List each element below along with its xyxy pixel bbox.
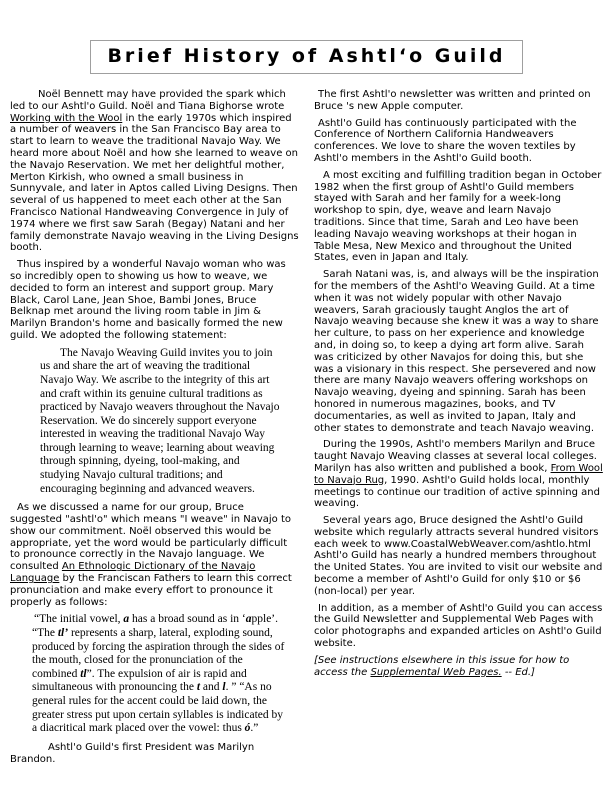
text-run: represents a sharp, lateral, exploding sound, produced by forcing the aspiration through the sides of the mouth, closed for the pronunciation of the combined — [32, 627, 285, 680]
text-run: , 1990. Ashtl'o Guild holds local, monthly meetings to continue our tradition of active spinning and weaving. — [314, 474, 600, 510]
text-run: Noël Bennett may have provided the spark which led to our Ashtl'o Guild. Noël and Tiana Bighorse wrote — [10, 89, 286, 112]
text-run: Sarah Natani was, is, and always will be the inspiration for the members of the Ashtl'o Weaving Guild. At a time when it was not widely popular with other Navajo weavers, Sarah graciously taught Anglos the art of Navajo weaving because she knew it was a way to share her culture, to pass on her experience and knowledge and, in doing so, to keep a dying art form alive. Sarah was criticized by other Navajos for doing this, but she was a visionary in this respect. She persevered and now there are many Navajo weavers offering workshops on Navajo weaving, dyeing and spinning. Sarah has been honored in numerous magazines, books, and TV documentaries, as well as invited to Japan, Italy and other states to demonstrate and teach Navajo weaving. — [314, 269, 599, 434]
text-run: Ashtl'o Guild's first President was Marilyn Brandon. — [10, 741, 255, 765]
text-run: Working with the Wool — [10, 112, 123, 124]
page-title: Brief History of Ashtl‘o Guild — [90, 40, 522, 74]
text-run: a — [245, 613, 252, 626]
text-run: . ” “As no general rules for the accent could be laid down, the greater stress put upon certain syllables is indicated by a diacritical mark placed over the vowel: thus — [32, 681, 284, 735]
text-run: [See instructions elsewhere in this issue for how to access the — [314, 654, 570, 678]
blockquote-pronunciation — [32, 613, 287, 735]
paragraph-workshop-tradition — [314, 170, 603, 264]
text-run: From Wool to Navajo Rug — [314, 462, 603, 486]
text-run: l — [222, 681, 226, 694]
text-run: ó — [244, 722, 251, 735]
paragraph-conference-participation — [314, 118, 603, 165]
text-run: and — [200, 681, 223, 694]
text-run: by the Franciscan Fathers to learn this correct pronunciation and make every effort to pronounce it properly as follows: — [10, 573, 292, 608]
blockquote-guild-statement — [40, 347, 281, 497]
text-run: The Navajo Weaving Guild invites you to join us and share the art of weaving the traditional Navajo Way. We ascribe to the integrity of this art and craft within its genuine cultural traditions as practiced by Navajo weavers throughout the Navajo Reservation. We do sincerely support everyone interested in weaving the traditional Navajo Way through learning to weave; learning about weaving through spinning, dyeing, tool-making, and studying Navajo cultural traditions; and encouraging beginning and advanced weavers. — [40, 346, 280, 495]
paragraph-group-formation — [10, 259, 299, 342]
left-column — [10, 89, 299, 770]
text-run: Ashtl'o Guild has continuously participated with the Conference of Northern California Handweavers conferences. We love to share the woven textiles by Ashtl'o members in the Ashtl'o Guild booth. — [314, 117, 577, 164]
paragraph-first-newsletter — [314, 89, 603, 113]
paragraph-sarah-natani — [314, 269, 603, 434]
text-run: pple’. “The — [32, 613, 279, 640]
text-run: .” — [250, 722, 259, 735]
text-run: t — [196, 681, 201, 694]
text-run: In addition, as a member of Ashtl'o Guild you can access the Guild Newsletter and Supplemental Web Pages with color photographs and expanded articles on Ashtl'o Guild website. — [314, 602, 603, 650]
text-run: Supplemental Web Pages. — [370, 666, 502, 678]
text-run: Thus inspired by a wonderful Navajo woman who was so incredibly open to showing us how to weave, we decided to form an interest and support group. Mary Black, Carol Lane, Jean Shoe, Bambi Jones, Bruce Belknap met around the living room table in Jim & Marilyn Brandon's home and basically formed the new guild. We adopted the following statement: — [10, 259, 286, 341]
text-run: As we discussed a name for our group, Bruce suggested "ashtl'o" which means "I weave" in Navajo to show our commitment. Noël observed this would be appropriate, yet the word would be particularly difficult to pronounce correctly in the Navajo language. We consulted — [10, 502, 291, 573]
paragraph-editor-note — [314, 655, 603, 679]
paragraph-guild-name — [10, 502, 299, 608]
right-column — [314, 89, 603, 770]
text-run: During the 1990s, Ashtl'o members Marilyn and Bruce taught Navajo Weaving classes at several local colleges. Marilyn has also written and published a book, — [314, 439, 597, 474]
text-run: “The initial vowel, — [34, 613, 124, 626]
paragraph-first-president — [10, 742, 299, 766]
two-column-layout — [10, 89, 603, 770]
paragraph-website-membership — [314, 515, 603, 598]
text-run: A most exciting and fulfilling tradition began in October 1982 when the first group of Ashtl'o Guild members stayed with Sarah and her family for a week-long workshop to spin, dye, weave and learn Navajo traditions. Since that time, Sarah and Leo have been leading Navajo weaving workshops at their hogan in Table Mesa, New Mexico and throughout the United States, even in Japan and Italy. — [314, 169, 602, 264]
paragraph-1990s-classes — [314, 439, 603, 510]
paragraph-founding-spark — [10, 89, 299, 254]
text-run: -- Ed.] — [501, 666, 535, 678]
text-run: tl — [80, 667, 87, 680]
paragraph-member-benefits — [314, 603, 603, 650]
text-run: An Ethnologic Dictionary of the Navajo Language — [10, 561, 256, 585]
text-run: in the early 1970s which inspired a number of weavers in the San Francisco Bay area to start to learn to weave the traditional Navajo Way. We heard more about Noël and how she learned to weave on the Navajo Reservation. We met her delightful mother, Merton Kirkish, who owned a small business in Sunnyvale, and later in Aptos called Living Designs. Then several of us happened to meet each other at the San Francisco National Handweaving Convergence in July of 1974 where we first saw Sarah (Begay) Natani and her family demonstrate Navajo weaving in the Living Designs booth. — [10, 112, 299, 254]
text-run: a — [123, 613, 130, 626]
text-run: The first Ashtl'o newsletter was written and printed on Bruce 's new Apple computer. — [314, 89, 591, 112]
text-run: tl’ — [57, 627, 69, 640]
text-run: Several years ago, Bruce designed the Ashtl'o Guild website which regularly attracts several hundred visitors each week to www.CoastalWebWeaver.com/ashtlo.html Ashtl'o Guild has nearly a hundred members throughout the United States. You are invited to visit our website and become a member of Ashtl'o Guild for only $10 or $6 (non-local) per year. — [314, 515, 603, 597]
text-run: ”. The expulsion of air is rapid and simultaneous with pronouncing the — [32, 667, 247, 694]
text-run: has a broad sound as in ‘ — [129, 613, 246, 626]
